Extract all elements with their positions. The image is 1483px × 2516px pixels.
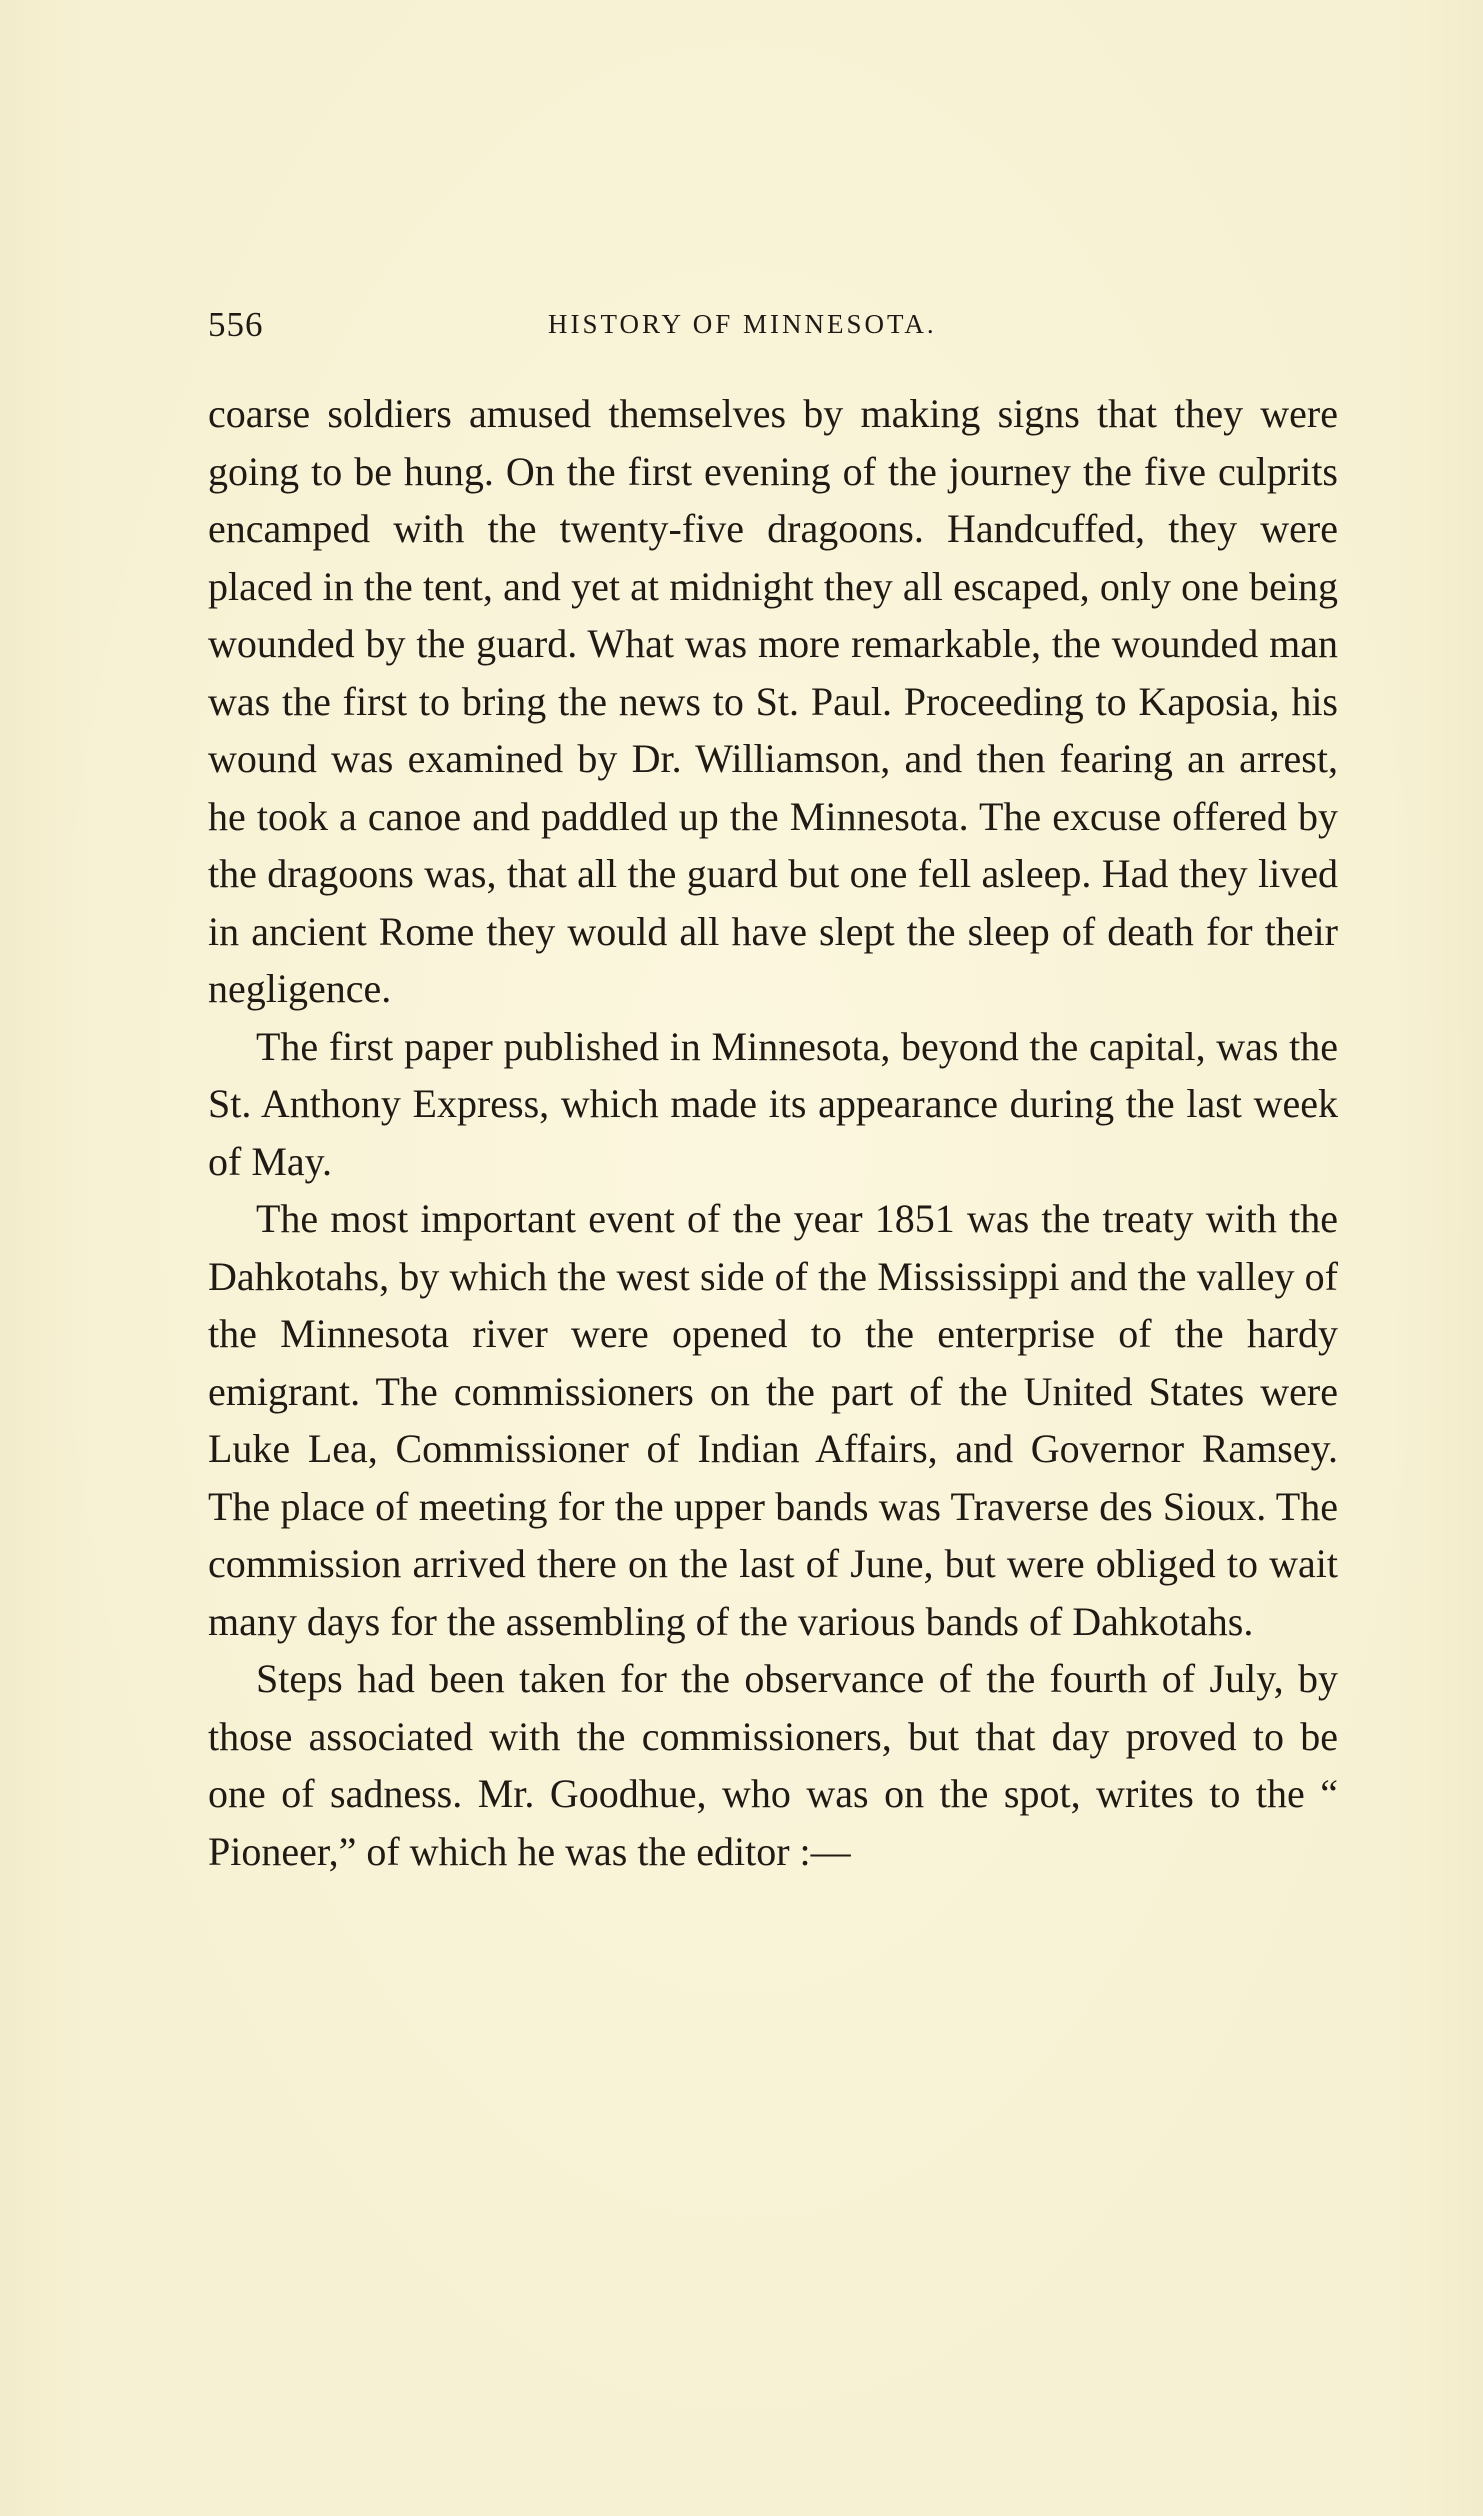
paragraph-dahkotah-treaty: The most important event of the year 1851 was the treaty with the Dahkotahs, by which the west side of the Mississippi and the valley of the Minnesota river were opened to the enterprise of the hardy emigrant. The commissioners on the part of the United States were Luke Lea, Commissioner of Indian Affairs, and Governor Ramsey. The place of meeting for the upper bands was Traverse des Sioux. The commission arrived there on the last of June, but were obliged to wait many days for the assembling of the various bands of Dahkotahs. [208, 1196, 1338, 1644]
paragraph-fourth-of-july: Steps had been taken for the observance of the fourth of July, by those associated with the commissioners, but that day proved to be one of sadness. Mr. Goodhue, who was on the spot, writes to the “ Pioneer,” of which he was the editor :— [208, 1656, 1338, 1874]
running-head: HISTORY OF MINNESOTA. [548, 309, 937, 339]
paragraph-escape-account: coarse soldiers amused themselves by making signs that they were going to be hung. On the first evening of the journey the five culprits encamped with the twenty-five dragoons. Handcuffed, they were placed in the tent, and yet at midnight they all escaped, only one being wounded by the guard. What was more remarkable, the wounded man was the first to bring the news to St. Paul. Proceeding to Kaposia, his wound was examined by Dr. Williamson, and then fearing an arrest, he took a canoe and paddled up the Minnesota. The excuse offered by the dragoons was, that all the guard but one fell asleep. Had they lived in ancient Rome they would all have slept the sleep of death for their negligence. [208, 391, 1338, 1011]
body-text [208, 385, 1338, 1880]
paragraph-st-anthony-express: The first paper published in Minnesota, beyond the capital, was the St. Anthony Express, which made its appearance during the last week of May. [208, 1023, 1338, 1184]
page-number: 556 [208, 305, 264, 344]
page-header [208, 305, 1338, 355]
